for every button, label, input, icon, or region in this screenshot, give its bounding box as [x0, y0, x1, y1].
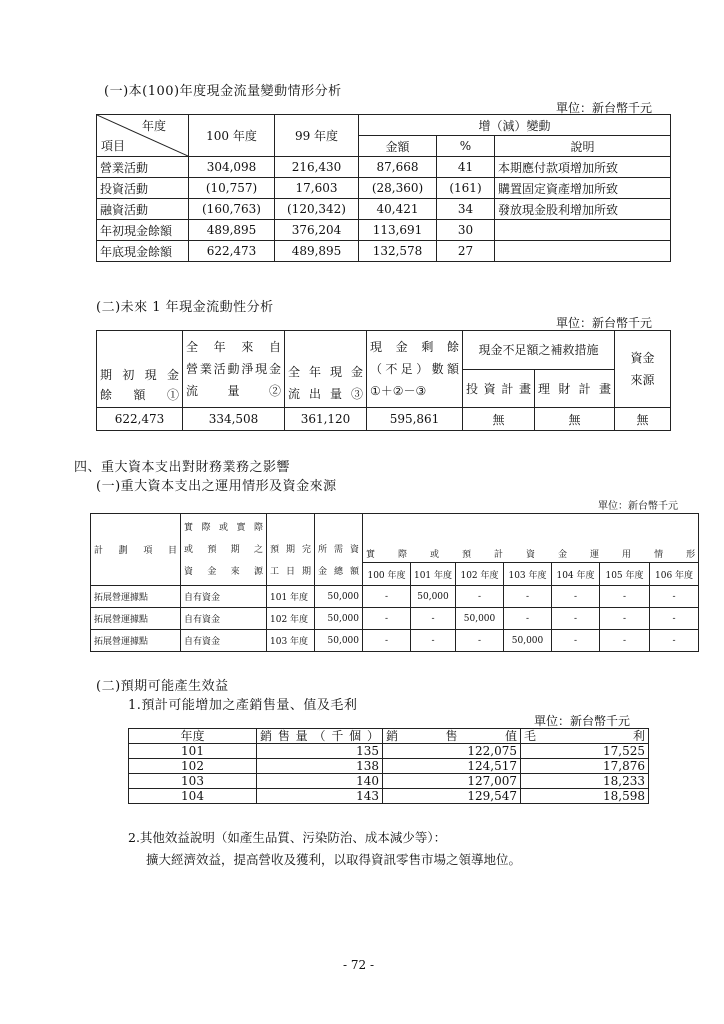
cell-margin: 17,525 — [521, 744, 649, 759]
cell-source: 無 — [615, 408, 671, 431]
cell-value: 129,547 — [383, 789, 521, 804]
cell-op: 334,508 — [183, 408, 285, 431]
header-sales-value — [383, 729, 521, 744]
row-pct: (161) — [437, 178, 495, 199]
section4-title: 四、重大資本支出對財務業務之影響 — [74, 460, 291, 475]
header-fund-source — [181, 514, 267, 586]
header-fund-source-l1: 資金 — [630, 351, 655, 365]
row-item: 投資活動 — [97, 178, 189, 199]
cell-qty: 138 — [257, 759, 383, 774]
header-outflow-l1: 全 年 現 金 — [288, 365, 363, 379]
cell-year-value: - — [552, 608, 600, 630]
row-pct: 27 — [437, 241, 495, 262]
header-remain-l3: ①＋②－③ — [370, 384, 427, 398]
cell-year-value: - — [363, 608, 411, 630]
header-remedy: 現金不足額之補救措施 — [463, 331, 615, 370]
section4-unit: 單位：新台幣千元 — [598, 501, 678, 512]
header-qty: 銷售量（千個） — [257, 729, 383, 744]
row-y99: (120,342) — [275, 199, 359, 220]
section4-sub2-item2-text: 擴大經濟效益，提高營收及獲利，以取得資訊零售市場之領導地位。 — [146, 852, 522, 867]
table-row — [129, 744, 649, 759]
cell-value: 122,075 — [383, 744, 521, 759]
cell-margin: 18,598 — [521, 789, 649, 804]
table-row — [129, 774, 649, 789]
header-invest-plan: 投資計畫 — [463, 369, 535, 408]
header-change: 增（減）變動 — [359, 115, 671, 136]
row-note — [495, 220, 671, 241]
cell-year-value: - — [504, 586, 552, 608]
header-year100: 100 年度 — [189, 115, 275, 157]
table-row — [91, 608, 699, 630]
header-op-l2: 營業活動淨現金 — [186, 362, 281, 376]
cell-total: 50,000 — [315, 630, 363, 652]
section4-sub2-title: (二)預期可能產生效益 — [96, 679, 229, 694]
row-y100: 489,895 — [189, 220, 275, 241]
section4-sub1-title: (一)重大資本支出之運用情形及資金來源 — [96, 479, 337, 494]
corner-header-item: 項目 — [101, 139, 126, 153]
header-begin-cash — [97, 331, 183, 408]
row-note: 購置固定資產增加所致 — [495, 178, 671, 199]
cell-year-value: - — [552, 586, 600, 608]
row-y100: 304,098 — [189, 157, 275, 178]
cell-year-value: 50,000 — [411, 586, 456, 608]
capex-table — [90, 513, 699, 652]
cell-year: 101 — [129, 744, 257, 759]
header-total-l2: 金 總 額 — [318, 567, 359, 577]
cell-plan: 拓展營運據點 — [91, 586, 181, 608]
section4-unit2: 單位：新台幣千元 — [534, 714, 631, 728]
section2-unit: 單位：新台幣千元 — [556, 316, 653, 330]
header-op-l3: 流 量 ② — [186, 384, 281, 398]
cell-margin: 17,876 — [521, 759, 649, 774]
row-y99: 216,430 — [275, 157, 359, 178]
cell-value: 127,007 — [383, 774, 521, 789]
row-amount: 132,578 — [359, 241, 437, 262]
row-pct: 30 — [437, 220, 495, 241]
corner-header-cell — [97, 115, 189, 157]
header-date-l2: 工 日 期 — [270, 567, 311, 577]
row-amount: 40,421 — [359, 199, 437, 220]
table-row — [97, 178, 671, 199]
header-finance-plan: 理財計畫 — [535, 369, 615, 408]
table-row — [129, 759, 649, 774]
header-op-cashflow — [183, 331, 285, 408]
header-year: 106 年度 — [650, 563, 699, 586]
liquidity-table — [96, 330, 671, 431]
row-note — [495, 241, 671, 262]
header-fund-source-l2: 來源 — [630, 373, 655, 387]
table-row — [97, 408, 671, 431]
cell-year-value: - — [600, 586, 650, 608]
section1-title: (一)本(100)年度現金流量變動情形分析 — [104, 84, 342, 99]
cell-margin: 18,233 — [521, 774, 649, 789]
cell-plan: 拓展營運據點 — [91, 608, 181, 630]
cell-year-value: - — [363, 586, 411, 608]
section4-sub2-item2: 2.其他效益說明（如產生品質、污染防治、成本減少等）： — [128, 830, 447, 845]
cell-total: 50,000 — [315, 586, 363, 608]
row-note: 發放現金股利增加所致 — [495, 199, 671, 220]
cell-year: 102 — [129, 759, 257, 774]
row-item: 年底現金餘額 — [97, 241, 189, 262]
cell-source: 自有資金 — [181, 608, 267, 630]
table-row — [97, 157, 671, 178]
header-year: 年度 — [129, 729, 257, 744]
table-row — [129, 789, 649, 804]
cell-remain: 595,861 — [367, 408, 463, 431]
header-sales-value-b: 售 — [445, 729, 480, 743]
cell-year-value: - — [504, 608, 552, 630]
header-amount: 金額 — [359, 136, 437, 157]
cell-year-value: - — [456, 586, 504, 608]
header-year: 101 年度 — [411, 563, 456, 586]
table-row — [91, 586, 699, 608]
header-source-l2: 或 預 期 之 — [184, 544, 263, 555]
section1-unit: 單位：新台幣千元 — [556, 101, 653, 115]
corner-header-year: 年度 — [141, 119, 166, 133]
header-source-l1: 實 際 或 實 際 — [184, 522, 263, 533]
header-begin-cash-l1: 期 初 現 金 — [100, 368, 179, 382]
cell-qty: 143 — [257, 789, 383, 804]
row-item: 營業活動 — [97, 157, 189, 178]
header-outflow-l2: 流 出 量 ③ — [288, 387, 363, 401]
header-gross-margin-a: 毛 — [524, 729, 583, 743]
cell-source: 自有資金 — [181, 630, 267, 652]
cell-qty: 135 — [257, 744, 383, 759]
row-y100: (160,763) — [189, 199, 275, 220]
row-y100: 622,473 — [189, 241, 275, 262]
cell-year: 104 — [129, 789, 257, 804]
header-remain-l2: （不足）數額 — [370, 362, 459, 376]
row-amount: (28,360) — [359, 178, 437, 199]
table-row — [97, 241, 671, 262]
header-year: 103 年度 — [504, 563, 552, 586]
header-completion — [267, 514, 315, 586]
header-gross-margin-b: 利 — [632, 729, 645, 743]
cell-date: 102 年度 — [267, 608, 315, 630]
header-total-l1: 所 需 資 — [318, 545, 359, 555]
header-plan: 計 劃 項 目 — [91, 514, 181, 586]
header-source-l3: 資 金 來 源 — [184, 566, 263, 577]
section4-sub2-item1: 1.預計可能增加之產銷售量、值及毛利 — [128, 698, 358, 713]
cell-out: 361,120 — [285, 408, 367, 431]
header-sales-value-a: 銷 — [386, 729, 420, 743]
header-note: 說明 — [495, 136, 671, 157]
row-y99: 376,204 — [275, 220, 359, 241]
cell-year-value: 50,000 — [504, 630, 552, 652]
row-y100: (10,757) — [189, 178, 275, 199]
header-year: 100 年度 — [363, 563, 411, 586]
section2-title: (二)未來 1 年現金流動性分析 — [96, 300, 274, 315]
row-item: 融資活動 — [97, 199, 189, 220]
header-total — [315, 514, 363, 586]
header-date-l1: 預 期 完 — [270, 545, 311, 555]
row-y99: 17,603 — [275, 178, 359, 199]
header-op-l1: 全 年 來 自 — [186, 340, 281, 354]
cell-date: 103 年度 — [267, 630, 315, 652]
cell-value: 124,517 — [383, 759, 521, 774]
table-row — [91, 630, 699, 652]
cell-year-value: - — [650, 630, 699, 652]
header-outflow — [285, 331, 367, 408]
cell-invest: 無 — [463, 408, 535, 431]
cell-year-value: - — [363, 630, 411, 652]
header-sales-value-c: 值 — [504, 729, 517, 743]
row-pct: 34 — [437, 199, 495, 220]
cell-year-value: - — [411, 630, 456, 652]
table-row — [97, 220, 671, 241]
cell-year-value: - — [600, 608, 650, 630]
cell-year-value: - — [650, 608, 699, 630]
table-row — [97, 199, 671, 220]
cell-date: 101 年度 — [267, 586, 315, 608]
cash-flow-table — [96, 114, 671, 262]
row-amount: 113,691 — [359, 220, 437, 241]
cell-year-value: - — [456, 630, 504, 652]
header-percent: % — [437, 136, 495, 157]
cell-total: 50,000 — [315, 608, 363, 630]
cell-year: 103 — [129, 774, 257, 789]
cell-year-value: - — [600, 630, 650, 652]
cell-year-value: 50,000 — [456, 608, 504, 630]
cell-year-value: - — [552, 630, 600, 652]
row-item: 年初現金餘額 — [97, 220, 189, 241]
cell-begin: 622,473 — [97, 408, 183, 431]
row-pct: 41 — [437, 157, 495, 178]
row-y99: 489,895 — [275, 241, 359, 262]
header-year: 105 年度 — [600, 563, 650, 586]
header-remain-l1: 現 金 剩 餘 — [370, 340, 459, 354]
header-year: 102 年度 — [456, 563, 504, 586]
header-year99: 99 年度 — [275, 115, 359, 157]
row-amount: 87,668 — [359, 157, 437, 178]
page-number: - 72 - — [343, 958, 375, 972]
cell-year-value: - — [650, 586, 699, 608]
cell-qty: 140 — [257, 774, 383, 789]
header-usage: 實 際 或 預 計 資 金 運 用 情 形 — [363, 514, 699, 563]
sales-forecast-table — [128, 728, 649, 804]
cell-source: 自有資金 — [181, 586, 267, 608]
cell-finance: 無 — [535, 408, 615, 431]
cell-plan: 拓展營運據點 — [91, 630, 181, 652]
header-begin-cash-l2: 餘 額 ① — [100, 388, 179, 402]
row-note: 本期應付款項增加所致 — [495, 157, 671, 178]
cell-year-value: - — [411, 608, 456, 630]
header-fund-source — [615, 331, 671, 408]
header-remain — [367, 331, 463, 408]
header-gross-margin — [521, 729, 649, 744]
header-year: 104 年度 — [552, 563, 600, 586]
